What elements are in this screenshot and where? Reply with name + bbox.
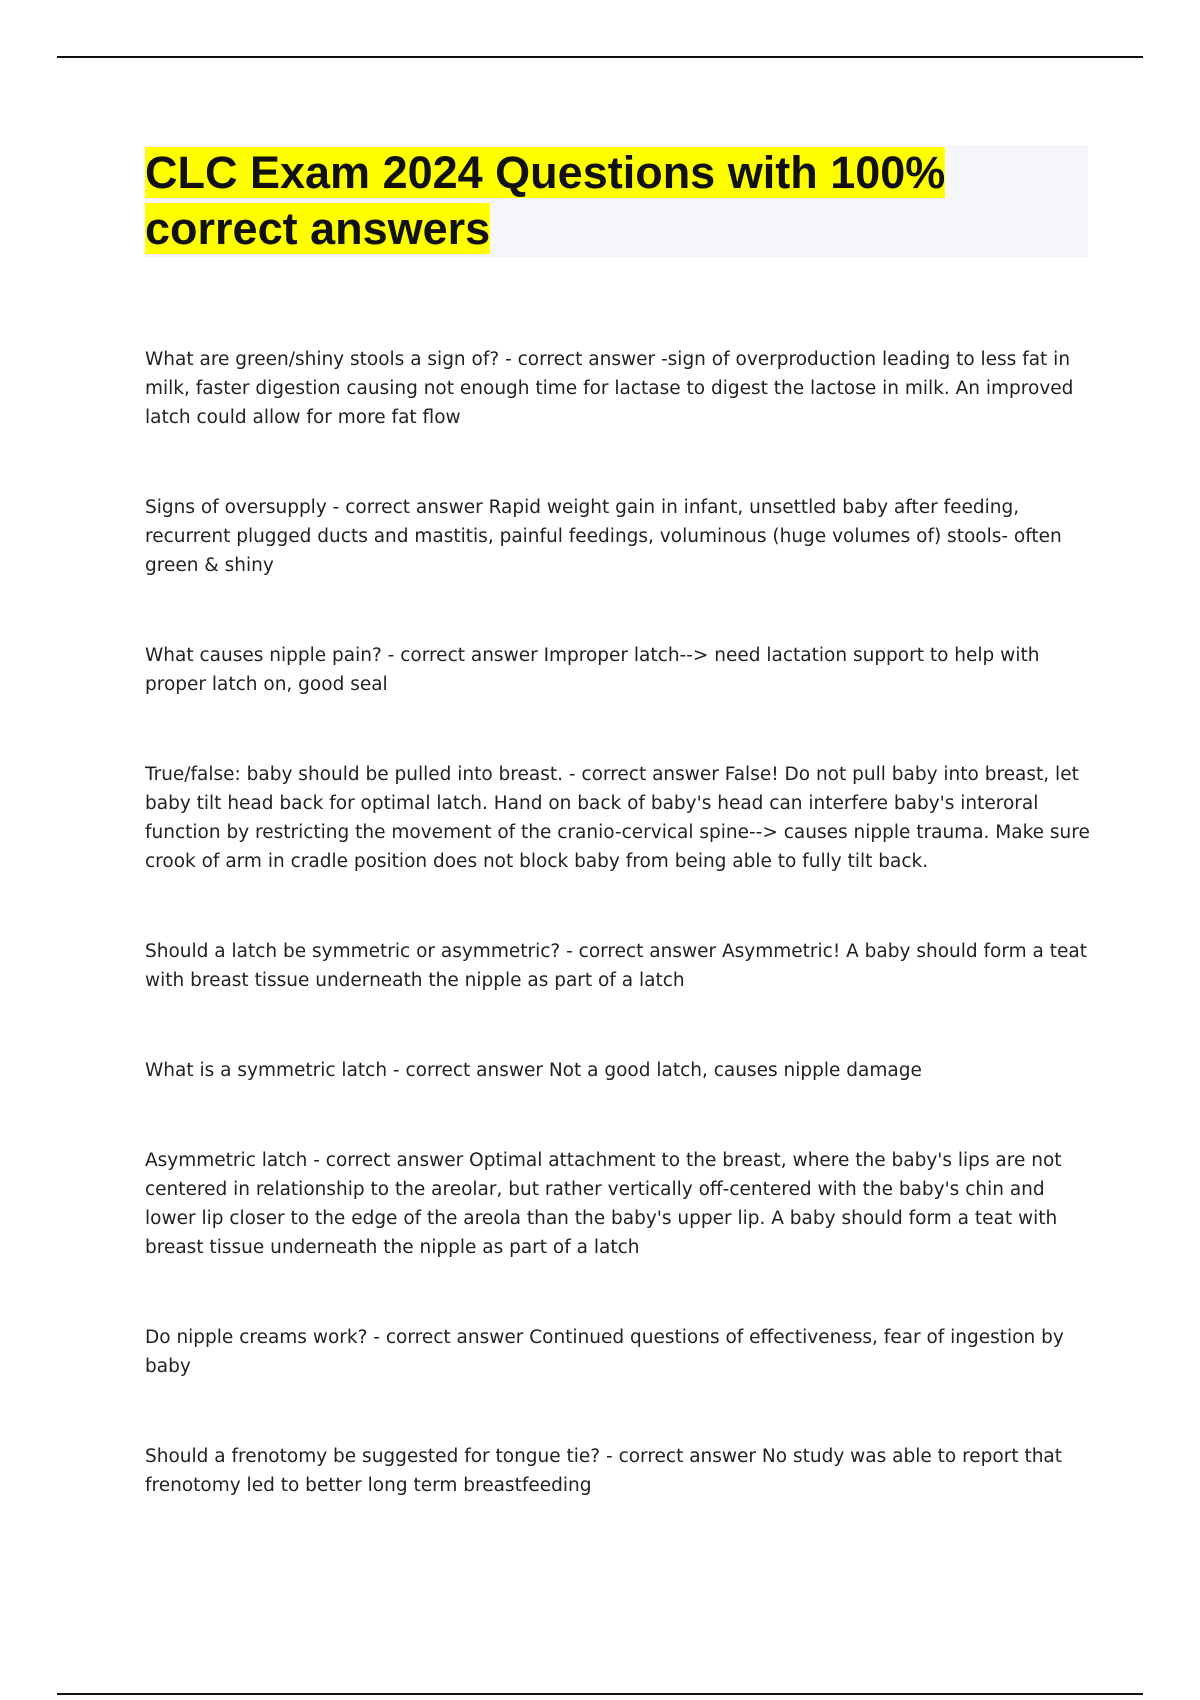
qa-entry-8: Do nipple creams work? - correct answer Continued questions of effectiveness, fear of ingestion by baby [145, 1327, 1064, 1377]
title-block [145, 145, 1088, 257]
title-highlight: CLC Exam 2024 Questions with 100% correct answers [145, 147, 946, 254]
qa-entry-4: True/false: baby should be pulled into breast. - correct answer False! Do not pull baby into breast, let baby tilt head back for optimal latch. Hand on back of baby's head can interfere baby's interoral function by restricting the movement of the cranio-cervical spine--> causes nipple trauma. Make sure crook of arm in cradle position does not block baby from being able to fully tilt back. [145, 764, 1090, 872]
qa-entry-7: Asymmetric latch - correct answer Optimal attachment to the breast, where the baby's lips are not centered in relationship to the areolar, but rather vertically off-centered with the baby's chin and lower lip closer to the edge of the areola than the baby's upper lip. A baby should form a teat with breast tissue underneath the nipple as part of a latch [145, 1150, 1062, 1258]
qa-entry-6: What is a symmetric latch - correct answer Not a good latch, causes nipple damage [145, 1060, 922, 1081]
qa-entry-5: Should a latch be symmetric or asymmetric? - correct answer Asymmetric! A baby should form a teat with breast tissue underneath the nipple as part of a latch [145, 941, 1087, 991]
qa-entry-3: What causes nipple pain? - correct answer Improper latch--> need lactation support to help with proper latch on, good seal [145, 645, 1040, 695]
top-rule [57, 56, 1143, 58]
qa-entry-2: Signs of oversupply - correct answer Rapid weight gain in infant, unsettled baby after feeding, recurrent plugged ducts and mastitis, painful feedings, voluminous (huge volumes of) stools- often green & shiny [145, 497, 1062, 576]
qa-list [145, 345, 1095, 1500]
qa-entry-9: Should a frenotomy be suggested for tongue tie? - correct answer No study was able to report that frenotomy led to better long term breastfeeding [145, 1446, 1063, 1496]
bottom-rule [57, 1693, 1143, 1695]
qa-entry-1: What are green/shiny stools a sign of? - correct answer -sign of overproduction leading to less fat in milk, faster digestion causing not enough time for lactase to digest the lactose in milk. An improved latch could allow for more fat flow [145, 349, 1074, 428]
document-title [145, 145, 1088, 257]
